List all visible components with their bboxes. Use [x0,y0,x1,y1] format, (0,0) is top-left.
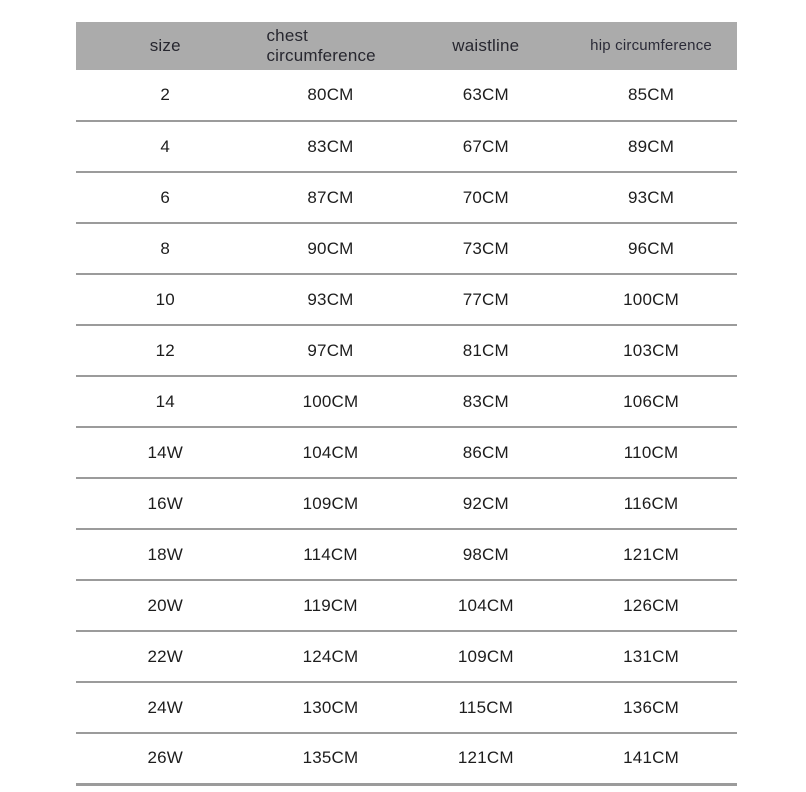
size-cell: 22W [76,631,254,682]
table-row [76,172,737,223]
chest-cell: 109CM [254,478,406,529]
waist-cell: 73CM [406,223,565,274]
column-header-hip-circumference [565,22,737,70]
column-header-waistline-label: waistline [452,35,520,55]
table-row [76,427,737,478]
hip-cell: 131CM [565,631,737,682]
size-cell: 14W [76,427,254,478]
table-row [76,733,737,784]
hip-cell: 110CM [565,427,737,478]
size-cell: 24W [76,682,254,733]
chest-cell: 130CM [254,682,406,733]
hip-cell: 89CM [565,121,737,172]
hip-cell: 106CM [565,376,737,427]
waist-cell: 81CM [406,325,565,376]
hip-cell: 116CM [565,478,737,529]
size-cell: 12 [76,325,254,376]
column-header-size [76,22,254,70]
chest-cell: 90CM [254,223,406,274]
waist-cell: 86CM [406,427,565,478]
chest-cell: 124CM [254,631,406,682]
header-row [76,22,737,70]
chest-cell: 100CM [254,376,406,427]
column-header-hip-circumference-label: hip circumference [590,37,712,55]
table-row [76,580,737,631]
chest-cell: 97CM [254,325,406,376]
column-header-waistline [406,22,565,70]
hip-cell: 126CM [565,580,737,631]
chest-cell: 114CM [254,529,406,580]
table-row [76,478,737,529]
hip-cell: 96CM [565,223,737,274]
chest-cell: 135CM [254,733,406,784]
waist-cell: 109CM [406,631,565,682]
chest-cell: 93CM [254,274,406,325]
waist-cell: 98CM [406,529,565,580]
table-row [76,70,737,121]
waist-cell: 92CM [406,478,565,529]
waist-cell: 67CM [406,121,565,172]
waist-cell: 121CM [406,733,565,784]
chest-cell: 119CM [254,580,406,631]
size-cell: 8 [76,223,254,274]
table-row [76,274,737,325]
column-header-chest-circumference-label: chest circumference [266,25,376,65]
hip-cell: 136CM [565,682,737,733]
chest-cell: 83CM [254,121,406,172]
waist-cell: 77CM [406,274,565,325]
chest-cell: 87CM [254,172,406,223]
table-row [76,376,737,427]
size-cell: 6 [76,172,254,223]
table-row [76,529,737,580]
waist-cell: 83CM [406,376,565,427]
table-row [76,682,737,733]
table-header [76,22,737,70]
size-cell: 18W [76,529,254,580]
size-cell: 4 [76,121,254,172]
table-row [76,631,737,682]
table-row [76,223,737,274]
size-cell: 2 [76,70,254,121]
table-body [76,70,737,784]
table-row [76,121,737,172]
hip-cell: 121CM [565,529,737,580]
size-cell: 10 [76,274,254,325]
table-row [76,325,737,376]
column-header-size-label: size [149,35,181,55]
waist-cell: 70CM [406,172,565,223]
chest-cell: 80CM [254,70,406,121]
hip-cell: 93CM [565,172,737,223]
chest-cell: 104CM [254,427,406,478]
hip-cell: 103CM [565,325,737,376]
waist-cell: 63CM [406,70,565,121]
hip-cell: 85CM [565,70,737,121]
size-cell: 14 [76,376,254,427]
hip-cell: 100CM [565,274,737,325]
column-header-chest-circumference [254,22,406,70]
waist-cell: 104CM [406,580,565,631]
size-cell: 26W [76,733,254,784]
hip-cell: 141CM [565,733,737,784]
waist-cell: 115CM [406,682,565,733]
size-chart-table [76,22,737,786]
size-cell: 16W [76,478,254,529]
size-cell: 20W [76,580,254,631]
